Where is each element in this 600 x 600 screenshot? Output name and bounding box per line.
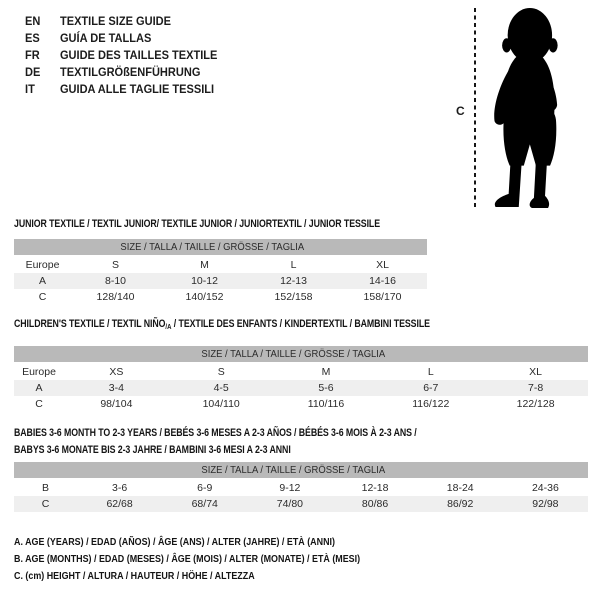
- cell: 122/128: [516, 398, 555, 410]
- height-label-c: C: [456, 104, 465, 118]
- row-label: C: [41, 498, 50, 510]
- children-section-title: [14, 316, 430, 335]
- table-row: [14, 380, 588, 396]
- cell: 92/98: [532, 498, 559, 510]
- row-label: B: [41, 482, 49, 494]
- footnote-c: C. (cm) HEIGHT / ALTURA / HAUTEUR / HÖHE / ALTEZZA: [14, 570, 255, 582]
- cell: 86/92: [447, 498, 474, 510]
- cell: 116/122: [412, 398, 450, 410]
- cell: 14-16: [369, 275, 396, 287]
- cell: 18-24: [446, 482, 474, 494]
- size-header-text: SIZE / TALLA / TAILLE / GRÖSSE / TAGLIA: [201, 348, 386, 360]
- cell: 152/158: [274, 291, 313, 303]
- language-title: GUIDA ALLE TAGLIE TESSILI: [59, 82, 215, 96]
- cell: 24-36: [531, 482, 559, 494]
- cell: XL: [376, 259, 389, 271]
- children-title-sub: /A: [165, 322, 172, 331]
- row-label: C: [38, 291, 47, 303]
- language-code: EN: [25, 14, 41, 28]
- language-row: [25, 81, 217, 98]
- babies-section-title: [14, 425, 417, 459]
- row-label: A: [38, 275, 46, 287]
- cell: 104/110: [202, 398, 240, 410]
- cell: 12-13: [280, 275, 307, 287]
- cell: 140/152: [185, 291, 224, 303]
- table-row: [14, 256, 427, 273]
- cell: 74/80: [276, 498, 304, 510]
- footnotes: [14, 534, 421, 585]
- table-row: [14, 479, 588, 496]
- table-row: [14, 273, 427, 289]
- language-code: FR: [25, 48, 40, 62]
- baby-silhouette-icon: [487, 7, 599, 209]
- table-row: [14, 363, 588, 380]
- cell: XL: [529, 366, 543, 378]
- cell: S: [111, 259, 119, 271]
- row-label: Europe: [25, 259, 60, 271]
- cell: 80/86: [361, 498, 389, 510]
- cell: 6-9: [197, 482, 213, 494]
- cell: 9-12: [279, 482, 301, 494]
- cell: 110/116: [307, 398, 345, 410]
- language-code: ES: [25, 31, 40, 45]
- language-title: GUÍA DE TALLAS: [59, 31, 152, 45]
- cell: 5-6: [318, 382, 334, 394]
- height-dashed-line: [474, 8, 476, 209]
- footnote-b: B. AGE (MONTHS) / EDAD (MESES) / ÂGE (MOIS) / ALTER (MONATE) / ETÀ (MESI): [14, 553, 361, 565]
- cell: 8-10: [104, 275, 126, 287]
- table-row: [14, 396, 588, 412]
- size-header-row: [14, 239, 427, 256]
- row-label: Europe: [22, 366, 56, 378]
- cell: XS: [109, 366, 124, 378]
- junior-section-title: JUNIOR TEXTILE / TEXTIL JUNIOR/ TEXTILE JUNIOR / JUNIORTEXTIL / JUNIOR TESSILE: [14, 218, 381, 230]
- children-title-pre: CHILDREN'S TEXTILE / TEXTIL NIÑO: [14, 318, 166, 330]
- footnote-a: A. AGE (YEARS) / EDAD (AÑOS) / ÂGE (ANS) / ALTER (JAHRE) / ETÀ (ANNI): [14, 536, 335, 548]
- language-code: IT: [25, 82, 35, 96]
- size-header-text: SIZE / TALLA / TAILLE / GRÖSSE / TAGLIA: [201, 464, 386, 476]
- size-header-text: SIZE / TALLA / TAILLE / GRÖSSE / TAGLIA: [120, 241, 305, 253]
- language-row: [25, 47, 217, 64]
- language-row: [25, 13, 217, 30]
- cell: 7-8: [528, 382, 544, 394]
- children-size-table: [14, 346, 588, 412]
- babies-title-line1: BABIES 3-6 MONTH TO 2-3 YEARS / BEBÉS 3-6 MESES A 2-3 AÑOS / BÉBÉS 3-6 MOIS À 2-3 ANS /: [14, 427, 417, 439]
- cell: 128/140: [96, 291, 135, 303]
- cell: L: [427, 366, 434, 378]
- cell: L: [290, 259, 297, 271]
- language-code: DE: [25, 65, 41, 79]
- size-header-bar: [14, 239, 427, 256]
- row-label: C: [35, 398, 43, 410]
- cell: 12-18: [361, 482, 389, 494]
- language-title: GUIDE DES TAILLES TEXTILE: [59, 48, 218, 62]
- cell: 62/68: [106, 498, 133, 510]
- cell: 3-4: [108, 382, 124, 394]
- cell: 6-7: [423, 382, 439, 394]
- children-title-post: / TEXTILE DES ENFANTS / KINDERTEXTIL / BAMBINI TESSILE: [171, 318, 430, 330]
- junior-size-table: [14, 239, 427, 305]
- row-label: A: [35, 382, 43, 394]
- language-title: TEXTILGRÖßENFÜHRUNG: [59, 65, 201, 79]
- cell: 98/104: [100, 398, 133, 410]
- cell: M: [200, 259, 209, 271]
- language-title: TEXTILE SIZE GUIDE: [59, 14, 171, 28]
- babies-size-table: [14, 462, 588, 512]
- size-header-bar: [14, 346, 588, 363]
- size-header-bar: [14, 462, 588, 479]
- cell: 68/74: [191, 498, 218, 510]
- cell: 4-5: [213, 382, 229, 394]
- size-header-row: [14, 346, 588, 363]
- table-row: [14, 496, 588, 512]
- language-row: [25, 30, 217, 47]
- language-guide: [25, 13, 234, 98]
- cell: M: [321, 366, 331, 378]
- baby-figure: [450, 0, 600, 220]
- cell: 158/170: [363, 291, 402, 303]
- size-header-row: [14, 462, 588, 479]
- language-row: [25, 64, 217, 81]
- babies-title-line2: BABYS 3-6 MONATE BIS 2-3 JAHRE / BAMBINI 3-6 MESI A 2-3 ANNI: [14, 444, 291, 456]
- table-row: [14, 289, 427, 305]
- cell: S: [217, 366, 225, 378]
- cell: 3-6: [111, 482, 128, 494]
- cell: 10-12: [191, 275, 218, 287]
